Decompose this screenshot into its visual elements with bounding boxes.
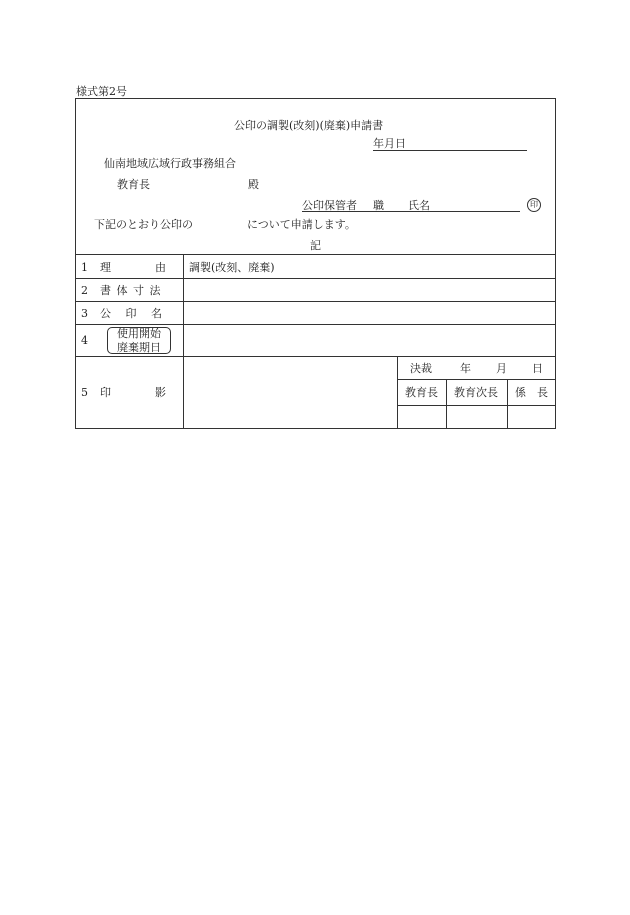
row-3-number: 3 xyxy=(81,307,88,320)
row-2-number: 2 xyxy=(81,284,88,297)
recipient-org: 仙南地域広域行政事務組合 xyxy=(104,157,236,170)
form-title: 公印の調製(改刻)(廃棄)申請書 xyxy=(234,119,384,132)
row-divider xyxy=(75,301,556,302)
row-3-label: 公 印 名 xyxy=(100,307,162,320)
row-5-label: 印 影 xyxy=(100,386,166,399)
body-text-after: について申請します。 xyxy=(247,218,356,231)
approval-header: 決裁 xyxy=(410,362,432,375)
row-4-label-line1: 使用開始 xyxy=(117,327,161,340)
approval-col-section-chief: 係 長 xyxy=(515,386,548,399)
approval-header-divider xyxy=(397,379,556,380)
body-text-before: 下記のとおり公印の xyxy=(94,218,193,231)
approval-year: 年 xyxy=(460,362,471,375)
form-number: 様式第2号 xyxy=(76,85,127,98)
approval-col-divider xyxy=(507,379,508,429)
applicant-position: 職 xyxy=(373,199,384,212)
row-2-label: 書 体 寸 法 xyxy=(100,284,162,297)
label-column-divider xyxy=(183,254,184,429)
approval-col-education-head: 教育長 xyxy=(405,386,438,399)
seal-mark: 印 xyxy=(527,198,541,212)
row-1-number: 1 xyxy=(81,261,88,274)
approval-col-divider xyxy=(446,379,447,429)
approval-sign-divider xyxy=(397,405,556,406)
row-4-label-line2: 廃棄期日 xyxy=(117,341,161,354)
applicant-label: 公印保管者 xyxy=(302,199,357,212)
honorific: 殿 xyxy=(248,178,259,191)
row-5-number: 5 xyxy=(81,386,88,399)
row-divider xyxy=(75,278,556,279)
row-1-value: 調製(改刻、廃棄) xyxy=(189,261,275,274)
row-divider xyxy=(75,324,556,325)
approval-month: 月 xyxy=(496,362,507,375)
recipient-title: 教育長 xyxy=(117,178,150,191)
row-1-label: 理 由 xyxy=(100,261,166,274)
row-divider xyxy=(75,356,556,357)
applicant-name: 氏名 xyxy=(408,199,430,212)
row-4-number: 4 xyxy=(81,334,88,347)
approval-col-deputy-head: 教育次長 xyxy=(454,386,498,399)
row-divider xyxy=(75,254,556,255)
date-underline xyxy=(373,150,527,151)
approval-box-left-border xyxy=(397,356,398,429)
approval-day: 日 xyxy=(532,362,543,375)
ki-label: 記 xyxy=(310,239,321,252)
date-label: 年月日 xyxy=(373,137,406,150)
